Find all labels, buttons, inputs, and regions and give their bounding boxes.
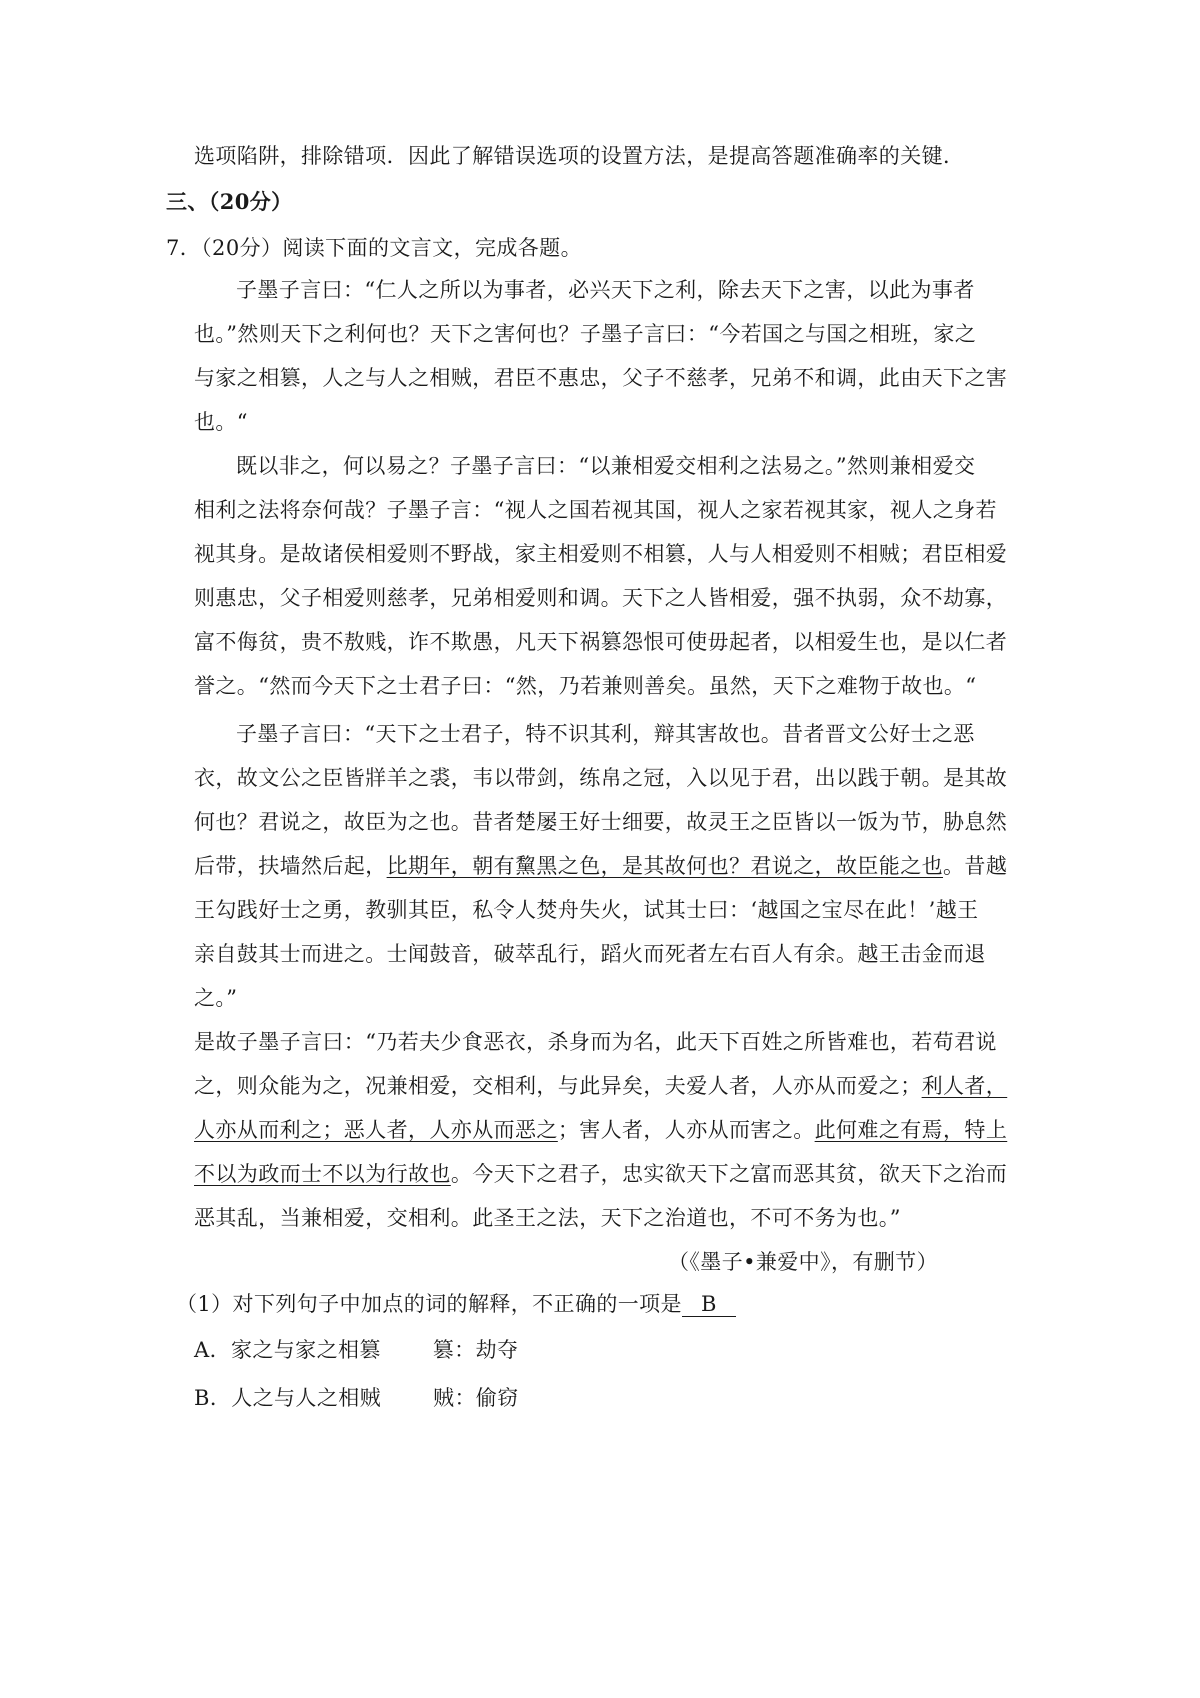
passage-line: 誉之。“然而今天下之士君子曰：“然，乃若兼则善矣。虽然，天下之难物于故也。“	[194, 674, 977, 698]
passage-line: 与家之相篡，人之与人之相贼，君臣不惠忠，父子不慈孝，兄弟不和调，此由天下之害	[194, 366, 1008, 390]
passage-line: 是故子墨子言曰：“乃若夫少食恶衣，杀身而为名，此天下百姓之所皆难也，若苟君说	[194, 1030, 997, 1054]
passage-line: 子墨子言曰：“仁人之所以为事者，必兴天下之利，除去天下之害，以此为事者	[236, 278, 975, 302]
passage-line	[194, 1116, 1007, 1144]
option-b-text: B．人之与人之相贼	[194, 1386, 382, 1410]
passage-line: 也。”然则天下之利何也？天下之害何也？子墨子言曰：“今若国之与国之相班，家之	[194, 322, 977, 346]
underlined-sentence: 利人者，	[921, 1074, 1008, 1098]
passage-line: 衣，故文公之臣皆牂羊之裘，韦以带剑，练帛之冠，入以见于君，出以践于朝。是其故	[194, 766, 1008, 790]
option-a-gloss: 篡：劫夺	[432, 1338, 519, 1362]
passage-line	[194, 1160, 1007, 1188]
passage-line: 既以非之，何以易之？子墨子言曰：“以兼相爱交相利之法易之。”然则兼相爱交	[236, 454, 976, 478]
passage-line: 视其身。是故诸侯相爱则不野战，家主相爱则不相篡，人与人相爱则不相贼；君臣相爱	[194, 542, 1008, 566]
option-b-gloss: 贼：偷窃	[433, 1386, 519, 1410]
answer-blank: B	[682, 1292, 736, 1317]
passage-line: 恶其乱，当兼相爱，交相利。此圣王之法，天下之治道也，不可不务为也。”	[194, 1206, 901, 1230]
passage-line: 相利之法将奈何哉？子墨子言：“视人之国若视其国，视人之家若视其家，视人之身若	[194, 498, 997, 522]
passage-text: 后带，扶墙然后起，	[194, 854, 387, 878]
section-heading: 三、（20分）	[166, 189, 293, 214]
passage-text: 之，则众能为之，况兼相爱，交相利，与此异矣，夫爱人者，人亦从而爱之；	[194, 1074, 922, 1098]
passage-text: 。今天下之君子，忠实欲天下之富而恶其贫，欲天下之治而	[450, 1162, 1008, 1186]
passage-line: 王勾践好士之勇，教驯其臣，私令人焚舟失火，试其士曰：‘越国之宝尽在此！’越王	[194, 898, 979, 922]
option-a-text: A．家之与家之相篡	[194, 1338, 381, 1362]
underlined-sentence: 此何难之有焉，特上	[814, 1118, 1008, 1142]
passage-text: 。昔越	[943, 854, 1008, 878]
passage-line: 则惠忠，父子相爱则慈孝，兄弟相爱则和调。天下之人皆相爱，强不执弱，众不劫寡，	[194, 586, 1008, 610]
passage-line: 也。“	[194, 410, 248, 434]
passage-line: 何也？君说之，故臣为之也。昔者楚屡王好士细要，故灵王之臣皆以一饭为节，胁息然	[194, 810, 1008, 834]
passage-text: ；害人者，人亦从而害之。	[557, 1118, 815, 1142]
passage-line	[194, 1072, 1007, 1100]
passage-line: 之。”	[194, 986, 238, 1010]
passage-line: 子墨子言曰：“天下之士君子，特不识其利，辩其害故也。昔者晋文公好士之恶	[236, 722, 975, 746]
question-7-stem: 7．（20分）阅读下面的文言文，完成各题。	[166, 236, 582, 260]
underlined-sentence: 不以为政而士不以为行故也	[194, 1162, 451, 1186]
sub-question-1	[176, 1290, 736, 1318]
passage-line	[194, 852, 1007, 880]
intro-line: 选项陷阱，排除错项．因此了解错误选项的设置方法，是提高答题准确率的关键．	[194, 144, 965, 168]
passage-line: 亲自鼓其士而进之。士闻鼓音，破萃乱行，蹈火而死者左右百人有余。越王击金而退	[194, 942, 986, 966]
underlined-sentence: 比期年，朝有黧黑之色，是其故何也？君说之，故臣能之也	[386, 854, 944, 878]
passage-line: 富不侮贫，贵不敖贱，诈不欺愚，凡天下祸篡怨恨可使毋起者，以相爱生也，是以仁者	[194, 630, 1008, 654]
sub-question-text: （1）对下列句子中加点的词的解释，不正确的一项是	[176, 1292, 682, 1316]
option-a	[194, 1336, 518, 1364]
option-b	[194, 1384, 519, 1412]
passage-source: （《墨子•兼爱中》，有删节）	[668, 1250, 938, 1274]
underlined-sentence: 人亦从而利之；恶人者，人亦从而恶之	[194, 1118, 558, 1142]
